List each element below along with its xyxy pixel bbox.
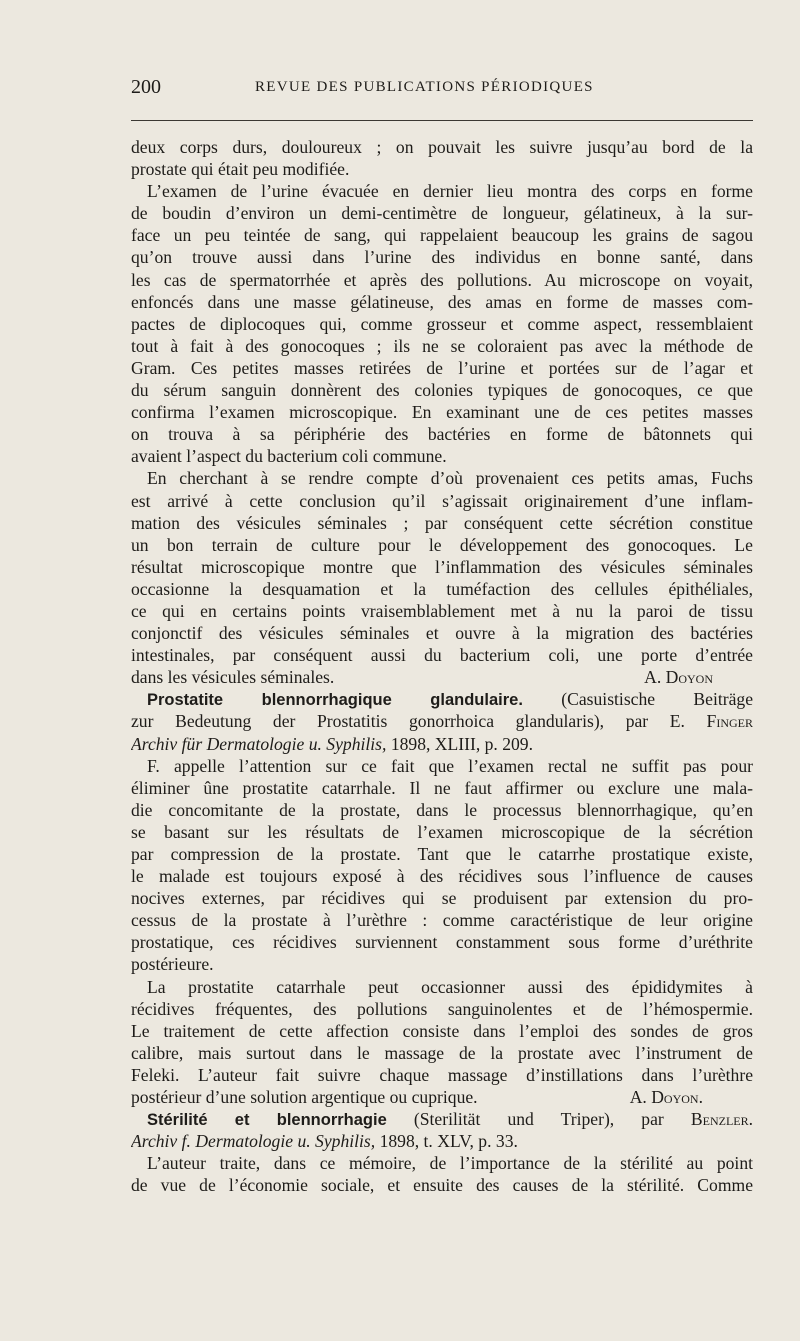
- article-heading-line: [131, 688, 753, 710]
- text-line: L’examen de l’urine évacuée en dernier lieu montra des corps en forme: [147, 181, 753, 202]
- header-rule: [131, 120, 753, 121]
- text-line: enfoncés dans une masse gélatineuse, des amas en forme de masses com-: [131, 291, 753, 312]
- text-line: de vue de l’économie sociale, et ensuite des causes de la stérilité. Comme: [131, 1175, 753, 1196]
- article-title: Stérilité et blennorrhagie: [147, 1111, 387, 1130]
- text-line: F. appelle l’attention sur ce fait que l’examen rectal ne suffit pas pour: [147, 755, 753, 776]
- text-line: on trouva à sa périphérie des bactéries en forme de bâtonnets qui: [131, 424, 753, 445]
- text-line: Gram. Ces petites masses retirées de l’urine et portées sur de l’agar et: [131, 357, 753, 378]
- text-line: Le traitement de cette affection consiste dans l’emploi des sondes de gros: [131, 1020, 753, 1041]
- journal-title: Archiv f. Dermatologie u. Syphilis,: [131, 1131, 376, 1152]
- text-line: se basant sur les résultats de l’examen microscopique de la sécrétion: [131, 821, 753, 842]
- citation-line: [131, 733, 753, 755]
- author-name: Benzler.: [690, 1109, 753, 1130]
- citation-line: [131, 1130, 753, 1152]
- text-line: confirma l’examen microscopique. En examinant une de ces petites masses: [131, 402, 753, 423]
- text-line: du sérum sanguin donnèrent des colonies typiques de gonocoques, ce que: [131, 380, 753, 401]
- text-line: La prostatite catarrhale peut occasionner aussi des épididymites à: [147, 976, 753, 997]
- text-line: prostate qui était peu modifiée.: [131, 159, 350, 180]
- text-line: ce qui en certains points vraisemblablement met à nu la paroi de tissu: [131, 600, 753, 621]
- text-segment: zur Bedeutung der Prostatitis gonorrhoica glandularis), par E.: [131, 711, 685, 732]
- article-heading-line: [131, 1108, 753, 1130]
- page-number: 200: [131, 76, 161, 98]
- text-line: le malade est toujours exposé à des récidives sous l’influence de causes: [131, 866, 753, 887]
- text-line: Feleki. L’auteur fait suivre chaque massage d’instillations dans l’urèthre: [131, 1064, 753, 1085]
- text-segment: (Casuistische Beiträge: [561, 689, 753, 710]
- running-title: REVUE DES PUBLICATIONS PÉRIODIQUES: [255, 79, 594, 95]
- text-line: éliminer ûne prostatite catarrhale. Il ne faut affirmer ou exclure une mala-: [131, 777, 753, 798]
- text-line: cessus de la prostate à l’urèthre : comme caractéristique de leur origine: [131, 910, 753, 931]
- text-line: de boudin d’environ un demi-centimètre de longueur, gélatineux, à la sur-: [131, 203, 753, 224]
- text-line: intestinales, par conséquent aussi du bacterium coli, une porte d’entrée: [131, 645, 753, 666]
- text-line: postérieure.: [131, 954, 214, 975]
- text-line: L’auteur traite, dans ce mémoire, de l’importance de la stérilité au point: [147, 1153, 753, 1174]
- text-line: die concomitante de la prostate, dans le processus blennorrhagique, qu’en: [131, 799, 753, 820]
- text-line: deux corps durs, douloureux ; on pouvait les suivre jusqu’au bord de la: [131, 137, 753, 157]
- text-line: mation des vésicules séminales ; par conséquent cette sécrétion constitue: [131, 512, 753, 533]
- text-line: tout à fait à des gonocoques ; ils ne se coloraient pas avec la méthode de: [131, 335, 753, 356]
- text-segment: dans les vésicules séminales.: [131, 667, 335, 688]
- text-line: prostatique, ces récidives surviennent constamment sous forme d’uréthrite: [131, 932, 753, 953]
- text-line: résultat microscopique montre que l’inflammation des vésicules séminales: [131, 556, 753, 577]
- author-name: Finger: [706, 711, 753, 732]
- text-line: récidives fréquentes, des pollutions sanguinolentes et de l’hémospermie.: [131, 998, 753, 1019]
- body-text: [131, 136, 753, 1197]
- citation-details: 1898, XLIII, p. 209.: [390, 733, 534, 754]
- text-line: conjonctif des vésicules séminales et ouvre à la migration des bactéries: [131, 623, 753, 644]
- text-segment: postérieur d’une solution argentique ou cuprique.: [131, 1087, 478, 1108]
- text-line: les cas de spermatorrhée et après des pollutions. Au microscope on voyait,: [131, 269, 753, 290]
- text-line: qu’on trouve aussi dans l’urine des individus en bonne santé, dans: [131, 247, 753, 268]
- text-line: En cherchant à se rendre compte d’où provenaient ces petits amas, Fuchs: [147, 468, 753, 489]
- citation-details: 1898, t. XLV, p. 33.: [379, 1131, 518, 1152]
- running-header: [131, 76, 753, 106]
- journal-title: Archiv für Dermatologie u. Syphilis,: [131, 733, 387, 754]
- text-line: un bon terrain de culture pour le développement des gonocoques. Le: [131, 534, 753, 555]
- text-line: [131, 1086, 753, 1108]
- text-line: face un peu teintée de sang, qui rappelaient beaucoup les grains de sagou: [131, 225, 753, 246]
- text-line: avaient l’aspect du bacterium coli commune.: [131, 446, 447, 467]
- text-line: nocives externes, par récidives qui se produisent par extension du pro-: [131, 888, 753, 909]
- article-title: Prostatite blennorrhagique glandulaire.: [147, 691, 523, 710]
- author-signature: A. Doyon: [644, 667, 713, 688]
- text-line: calibre, mais surtout dans le massage de la prostate avec l’instrument de: [131, 1042, 753, 1063]
- text-line: par compression de la prostate. Tant que le catarrhe prostatique existe,: [131, 844, 753, 864]
- text-line: occasionne la desquamation et la tuméfaction des cellules épithéliales,: [131, 578, 753, 599]
- author-signature: A. Doyon.: [629, 1087, 703, 1108]
- text-line: [131, 666, 753, 688]
- text-segment: (Sterilität und Triper), par: [413, 1109, 664, 1130]
- text-line: est arrivé à cette conclusion qu’il s’agissait originairement d’une inflam-: [131, 490, 753, 511]
- text-line: pactes de diplocoques qui, comme grosseur et comme aspect, ressemblaient: [131, 313, 753, 334]
- text-line: [131, 710, 753, 732]
